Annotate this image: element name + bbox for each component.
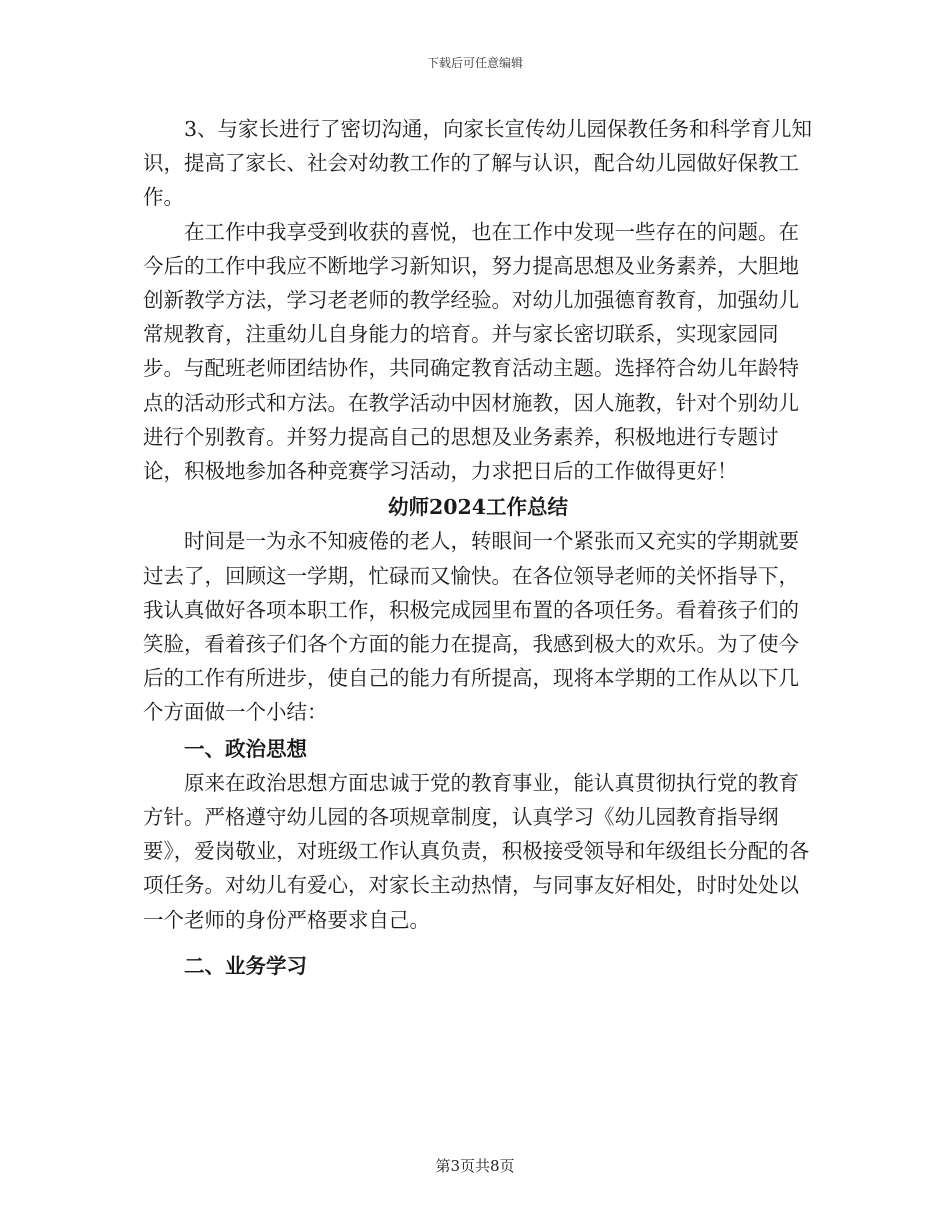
paragraph-political-thought: 原来在政治思想方面忠诚于党的教育事业，能认真贯彻执行党的教育方针。严格遵守幼儿园的各项规章制度，认真学习《幼儿园教育指导纲要》，爱岗敬业，对班级工作认真负责，积极接受领导和年级组长分配的各项任务。对幼儿有爱心，对家长主动热情，与同事友好相处，时时处处以一个老师的身份严格要求自己。 [143, 770, 810, 932]
paragraph-intro: 时间是一为永不知疲倦的老人，转眼间一个紧张而又充实的学期就要过去了，回顾这一学期，忙碌而又愉快。在各位领导老师的关怀指导下，我认真做好各项本职工作，积极完成园里布置的各项任务。看着孩子们的笑脸，看着孩子们各个方面的能力在提高，我感到极大的欢乐。为了使今后的工作有所进步，使自己的能力有所提高，现将本学期的工作从以下几个方面做一个小结： [143, 529, 799, 725]
section-title: 幼师2024工作总结 [387, 495, 569, 520]
heading-professional-study: 二、业务学习 [184, 953, 307, 978]
paragraph-parent-communication: 3、与家长进行了密切沟通，向家长宣传幼儿园保教任务和科学育儿知识，提高了家长、社会对幼教工作的了解与认识，配合幼儿园做好保教工作。 [143, 117, 813, 210]
page-footer: 第3页共8页 [435, 1157, 515, 1175]
page-header: 下载后可任意编辑 [426, 56, 523, 70]
paragraph-reflection: 在工作中我享受到收获的喜悦，也在工作中发现一些存在的问题。在今后的工作中我应不断地学习新知识，努力提高思想及业务素养，大胆地创新教学方法，学习老老师的教学经验。对幼儿加强德育教育，加强幼儿常规教育，注重幼儿自身能力的培育。并与家长密切联系，实现家园同步。与配班老师团结协作，共同确定教育活动主题。选择符合幼儿年龄特点的活动形式和方法。在教学活动中因材施教，因人施教，针对个别幼儿进行个别教育。并努力提高自己的思想及业务素养，积极地进行专题讨论，积极地参加各种竞赛学习活动，力求把日后的工作做得更好！ [143, 219, 799, 484]
heading-political-thought: 一、政治思想 [184, 736, 307, 761]
document-body [143, 112, 813, 983]
